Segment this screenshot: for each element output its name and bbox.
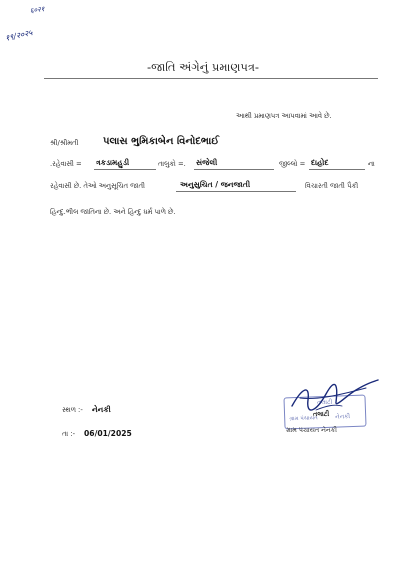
date-value: 06/01/2025 xyxy=(84,429,132,438)
page-title: -જાતિ અંગેનું પ્રમાણપત્ર- xyxy=(146,60,260,74)
taluka-line xyxy=(194,169,274,170)
date-label: તા :- xyxy=(62,430,76,438)
stamp-village: નેનકી xyxy=(335,413,351,421)
residence-suffix: ના xyxy=(368,160,375,168)
taluka-label: તાલુકો =. xyxy=(158,160,186,168)
signatory-org: ગ્રામ પંચાયત નેનકી xyxy=(286,426,337,434)
residence-prefix: .રહેવાસી = xyxy=(50,160,82,168)
district-label: જીલ્લો = xyxy=(279,160,306,168)
village-line xyxy=(94,169,156,170)
category-line xyxy=(176,191,296,192)
holder-name: પલાસ ભુમિકાબેન વિનોદભાઈ xyxy=(103,136,220,147)
intro-text: આથી પ્રમાણપત્ર આપવામાં આવે છે. xyxy=(236,112,332,120)
taluka-value: સંજેલી xyxy=(196,158,218,167)
district-line xyxy=(309,169,365,170)
district-value: દાહોદ xyxy=(311,158,329,167)
place-value: નેનકી xyxy=(92,405,111,414)
stamp-title: તલાટી xyxy=(316,398,333,407)
corner-note-top: ६०२१ xyxy=(29,5,45,15)
name-label: શ્રી/શ્રીમતી xyxy=(50,139,79,147)
signature xyxy=(286,376,382,416)
place-label: સ્થળ :- xyxy=(62,406,83,414)
category-suffix: વિચારતી જાતી પૈકી xyxy=(305,182,359,190)
village-value: ત્રકડામહુડી xyxy=(96,158,130,167)
stamp-panchayat: ગ્રામ પંચાયત xyxy=(289,415,318,423)
signatory-title: તલાટી xyxy=(313,410,330,418)
caste-text: હિન્દુ.ભીલ જાતિના છે. અને હિન્દુ ધર્મ પાળે છે. xyxy=(50,208,176,216)
category-value: અનુસુચિત / જનજાતી xyxy=(180,180,251,189)
title-underline xyxy=(44,78,378,79)
category-prefix: રહેવાસી છે. તેઓ અનુસૂચિત જાતી xyxy=(50,182,145,190)
corner-note-side: १९/२०२५ xyxy=(4,28,34,43)
